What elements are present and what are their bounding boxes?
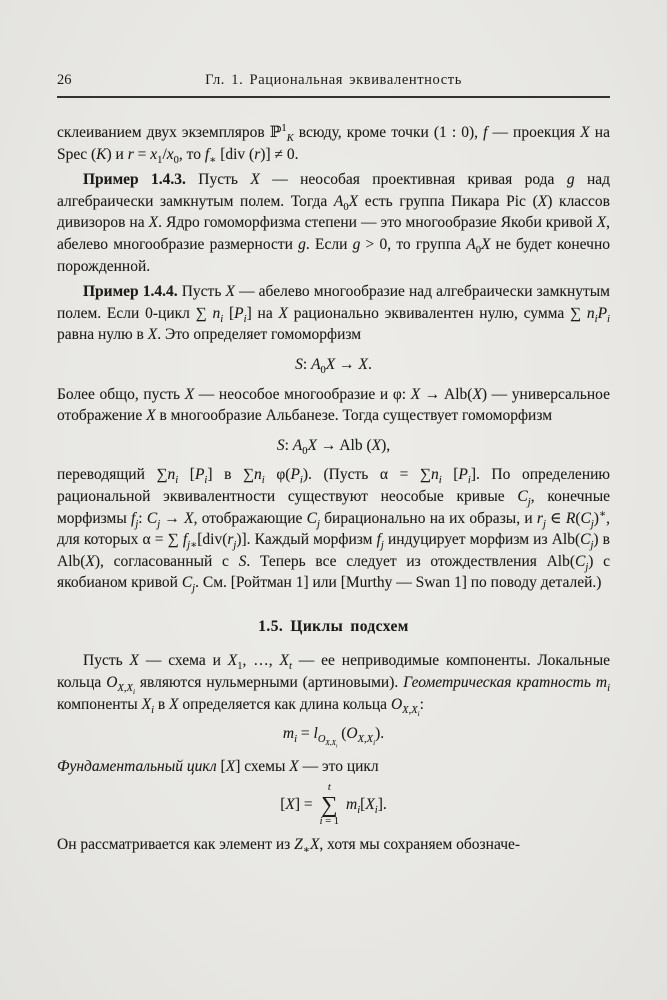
paragraph-cycles-of-subschemes: Пусть X — схема и $X_1$, …, $X_t$ — ее неприводимые компоненты. Локальные кольца $O_{X,X_i}$ являются нульмерными (артиновыми). Геометрическая кратность $m_i$ компоненты $X_i$ в X определяется как длина кольца $O_{X,X_i}$: [57, 652, 611, 718]
page-header [57, 72, 610, 91]
formula-multiplicity: $m_i = l_{O_{X,X_i}}$ $(O_{X,X_i})$. [282, 725, 385, 750]
paragraph-proof-sketch: переводящий $\sum n_i$ $[P_i]$ в $\sum n_i$ $\varphi(P_i)$. (Пусть $\alpha = \sum n_i$ $[P_i]$. По определению рациональной эквивалентности существуют неособые кривые $C_j$, конечные морфизмы $f_j$: $C_j \to X$, отображающие $C_j$ бирационально на их образы, и $r_j$ ∈ $R(C_j)^∗$, для которых α = ∑ $f_{j∗}[div(r_j)]$. Каждый морфизм $f_j$ индуцирует морфизм из $Alb(C_j)$ в Alb(X), согласованный с S. Теперь все следует из отождествления $Alb(C_j)$ с якобианом кривой $C_j$. См. [Ройтман 1] или [Murthy — Swan 1] по поводу деталей.) [57, 466, 610, 595]
paragraph-example-1-4-4: Пример 1.4.4. Пусть X — абелево многообразие над алгебраически замкнутым полем. Если 0-цикл ∑ $n_i$ $[P_i]$ на X рационально эквивалентен нулю, сумма ∑ $n_iP_i$ равна нулю в X. Это определяет гомоморфизм [57, 283, 610, 344]
paragraph-example-1-4-3: Пример 1.4.3. Пусть X — неособая проективная кривая рода g над алгебраически замкнутым полем. Тогда $A_0X$ есть группа Пикара Pic (X) классов дивизоров на X. Ядро гомоморфизма степени — это многообразие Якоби кривой X, абелево многообразие размерности g. Если g > 0, то группа $A_0X$ не будет конечно порожденной. [57, 171, 611, 275]
formula-rhs: $m_i[X_i]$. [346, 796, 387, 817]
section-heading-1-5: 1.5. Циклы подсхем [258, 617, 409, 635]
page-number: 26 [57, 72, 72, 88]
paragraph-fundamental-cycle: Фундаментальный цикл [X] схемы X — это цикл [57, 757, 379, 775]
sigma-icon: ∑ [321, 792, 338, 818]
running-title: Гл. 1. Рациональная эквивалентность [205, 72, 462, 88]
sum-lower-limit: i = 1 [319, 815, 339, 827]
formula-s-a0x-to-x: S: $A_0X \to X$. [295, 355, 372, 377]
paragraph-albanese: Более общо, пусть X — неособое многообразие и φ: X → Alb(X) — универсальное отображение X в многообразие Альбанезе. Тогда существует гомоморфизм [57, 385, 610, 425]
page-body [57, 122, 610, 856]
sum-upper-limit: t [327, 782, 331, 794]
formula-fundamental-cycle-sum [57, 782, 610, 827]
formula-s-a0x-to-alb: S: $A_0X$ → Alb (X), [276, 436, 391, 457]
header-rule [57, 96, 610, 98]
sum-operator [320, 782, 339, 827]
paragraph-closing: Он рассматривается как элемент из $Z_∗X$, хотя мы сохраняем обозначе- [57, 836, 521, 857]
formula-lhs: [X] = [280, 796, 313, 814]
paragraph-intro-continuation: склеиванием двух экземпляров ℙ$^1_K$ всюду, кроме точки (1 : 0), f — проекция X на Spec (K) и $r = x_1/x_0$, то $f_∗$ [div (r)] ≠ 0. [57, 122, 610, 166]
